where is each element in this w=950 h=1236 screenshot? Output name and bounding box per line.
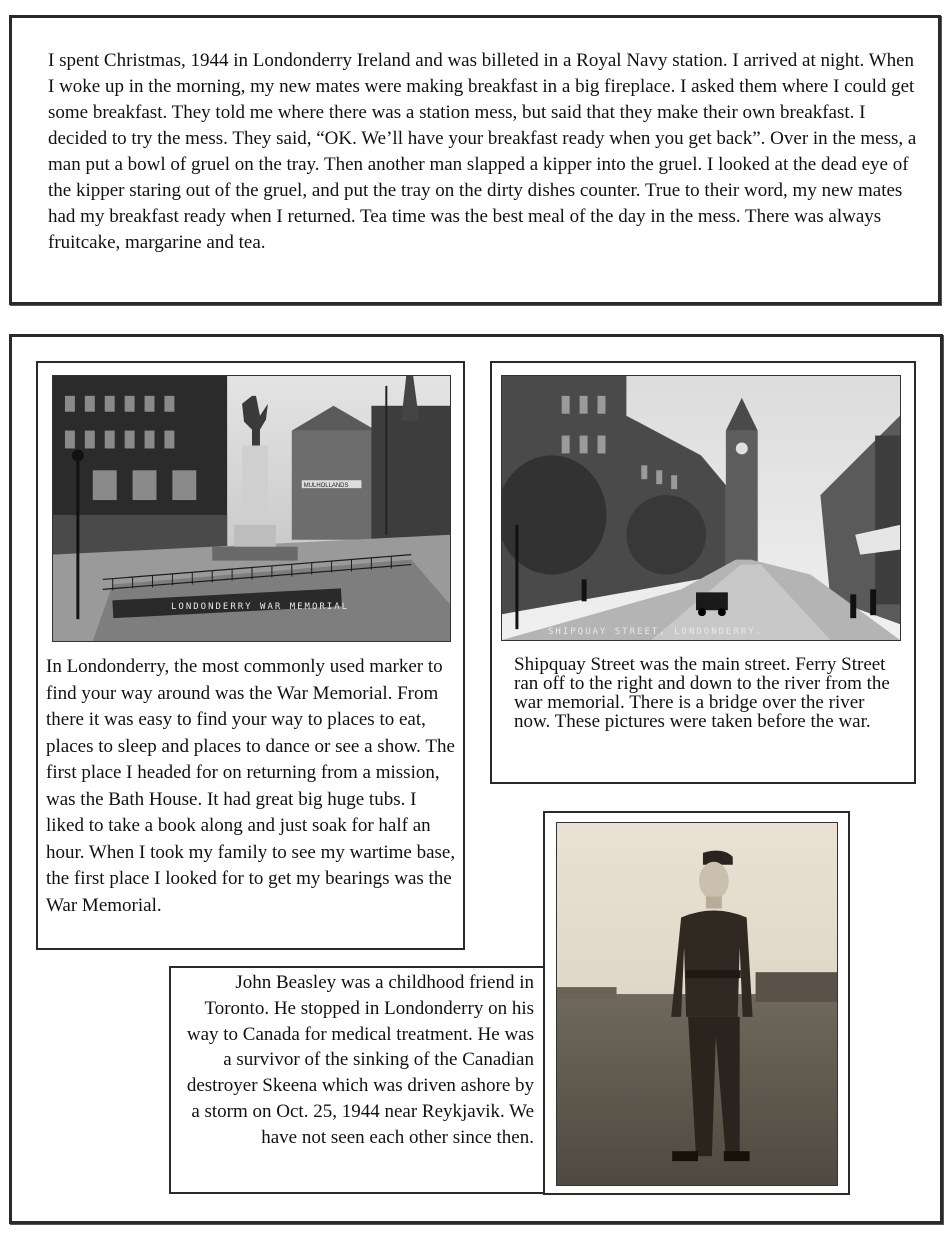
beasley-caption: John Beasley was a childhood friend in Toronto. He stopped in Londonderry on his way to Canada for medical treatment. He was a survivor of the sinking of the Canadian destroyer Skeena which was driven ashore by a storm on Oct. 25, 1944 near Reykjavik. We have not seen each other since then. [186,972,534,1148]
john-beasley-photo [556,822,838,1186]
shipquay-street-photo-stamp: SHIPQUAY STREET, LONDONDERRY. [548,627,764,637]
intro-paragraph: I spent Christmas, 1944 in Londonderry Ireland and was billeted in a Royal Navy station. I arrived at night. When I woke up in the morning, my new mates were making breakfast in a big fireplace. I asked them where I could get some breakfast. They told me where there was a station mess, but said that they make their own breakfast. I decided to try the mess. They said, “OK. We’ll have your breakfast ready when you get back”. Over in the mess, a man put a bowl of gruel on the tray. Then another man slapped a kipper into the gruel. I looked at the dead eye of the kipper staring out of the gruel, and put the tray on the dirty dishes counter. True to their word, my new mates had my breakfast ready when I returned. Tea time was the best meal of the day in the mess. There was always fruitcake, margarine and tea. [48,50,917,253]
shipquay-street-photo [501,375,901,641]
war-memorial-caption: In Londonderry, the most commonly used marker to find your way around was the War Memorial. From there it was easy to find your way to places to eat, places to sleep and places to dance or see a show. The first place I headed for on returning from a mission, was the Bath House. It had great big huge tubs. I liked to take a book along and just soak for half an hour. When I took my family to see my wartime base, the first place I looked for to get my bearings was the War Memorial. [46,656,456,916]
war-memorial-photo-stamp: LONDONDERRY WAR MEMORIAL [171,602,350,612]
intro-text-box [9,15,941,305]
shipquay-street-caption: Shipquay Street was the main street. Ferry Street ran off to the right and down to the river from the war memorial. There is a bridge over the river now. These pictures were taken before the war. [514,654,890,732]
shop-sign-text: MULHOLLANDS [303,483,349,490]
war-memorial-photo [52,375,451,642]
